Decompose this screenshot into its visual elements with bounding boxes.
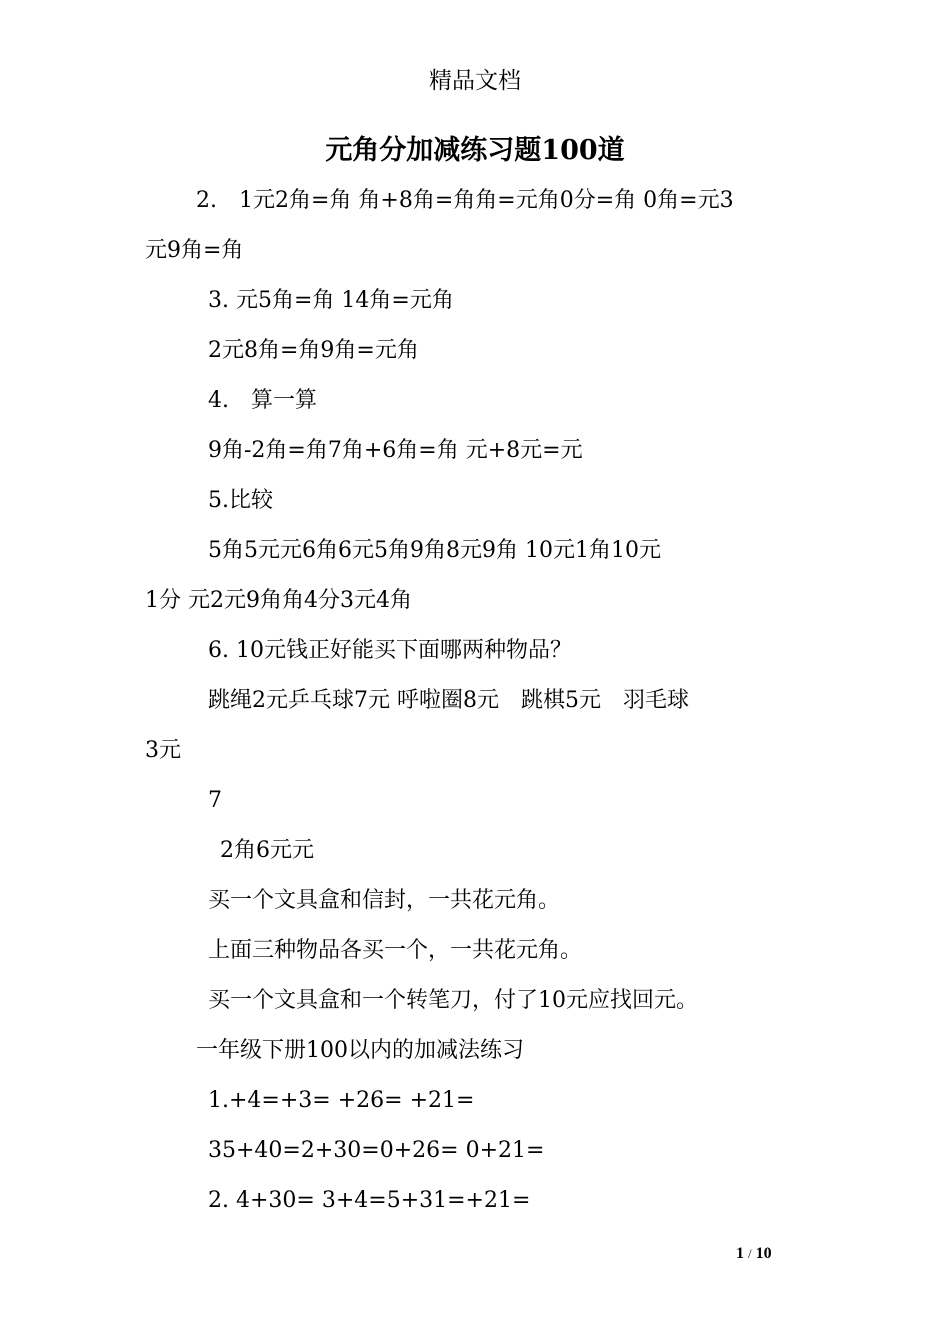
text-line: 元9角=角 xyxy=(145,238,244,263)
text-line: 3. 元5角=角 14角=元角 xyxy=(208,288,454,313)
text-line: 9角-2角=角7角+6角=角 元+8元=元 xyxy=(208,438,583,463)
page-header: 精品文档 xyxy=(429,68,521,94)
text-line: 7 xyxy=(208,788,222,813)
text-line: 1分 元2元9角角4分3元4角 xyxy=(145,588,412,613)
text-line: 2角6元元 xyxy=(220,838,314,863)
text-line: 跳绳2元乒乓球7元 呼啦圈8元 跳棋5元 羽毛球 xyxy=(208,688,689,713)
document-title: 元角分加减练习题100道 xyxy=(325,135,625,166)
text-line: 5.比较 xyxy=(208,488,273,513)
text-line: 买一个文具盒和一个转笔刀，付了10元应找回元。 xyxy=(208,988,698,1013)
total-pages: 10 xyxy=(755,1245,772,1262)
section-heading: 一年级下册100以内的加减法练习 xyxy=(196,1038,524,1063)
text-line: 2元8角=角9角=元角 xyxy=(208,338,419,363)
text-line: 1.+4=+3= +26= +21= xyxy=(208,1088,475,1113)
text-line: 3元 xyxy=(145,738,181,763)
text-line: 2. 1元2角=角 角+8角=角角=元角0分=角 0角=元3 xyxy=(196,188,734,213)
text-line: 买一个文具盒和信封，一共花元角。 xyxy=(208,888,561,913)
current-page: 1 xyxy=(736,1245,744,1262)
text-line: 4. 算一算 xyxy=(208,388,317,413)
text-line: 2. 4+30= 3+4=5+31=+21= xyxy=(208,1188,531,1213)
text-line: 上面三种物品各买一个，一共花元角。 xyxy=(208,938,583,963)
text-line: 35+40=2+30=0+26= 0+21= xyxy=(208,1138,545,1163)
text-line: 5角5元元6角6元5角9角8元9角 10元1角10元 xyxy=(208,538,661,563)
text-line: 6. 10元钱正好能买下面哪两种物品？ xyxy=(208,638,572,663)
page-number xyxy=(736,1244,772,1264)
page-separator: / xyxy=(748,1246,752,1261)
